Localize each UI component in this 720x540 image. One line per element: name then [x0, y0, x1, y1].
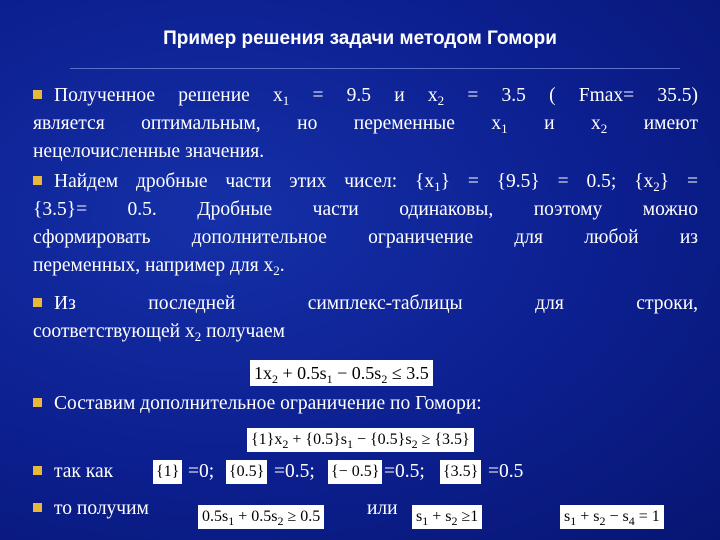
formula-part: − s	[605, 508, 629, 525]
subscript: 2	[381, 372, 388, 386]
subscript: 2	[273, 263, 280, 278]
text-segment: Полученное решение x	[54, 85, 283, 106]
text-segment: = 3.5 ( Fmax= 35.5)	[444, 85, 698, 106]
formula-part: + s	[428, 508, 452, 525]
slide-title: Пример решения задачи методом Гомори	[163, 28, 557, 49]
formula-part: ≥ {3.5}	[417, 431, 470, 448]
formula-part: {1}x	[251, 431, 283, 448]
text-segment: получаем	[201, 321, 285, 342]
bullet-icon	[33, 176, 42, 185]
formula-cut-result	[198, 505, 324, 529]
text-segment: то получим	[54, 498, 149, 519]
formula-equality-constraint	[560, 505, 664, 529]
subscript: 2	[600, 121, 608, 136]
text-segment: .	[279, 255, 285, 276]
text-segment: соответствующей x	[33, 321, 195, 342]
formula-frac-2: {0.5}	[226, 460, 267, 484]
subscript: 2	[194, 329, 202, 344]
subscript: 2	[451, 514, 458, 528]
formula-part: ≥ 0.5	[283, 508, 321, 525]
formula-part: + {0.5}s	[288, 431, 347, 448]
text-segment: Составим дополнительное ограничение по Гомори:	[54, 393, 482, 414]
text-equals: =0;	[188, 461, 215, 482]
subscript: 2	[653, 179, 660, 194]
paragraph-since	[33, 460, 113, 484]
formula-part: + 0.5s	[234, 508, 278, 525]
bullet-icon	[33, 503, 42, 512]
paragraph-line	[33, 110, 698, 138]
subscript: 1	[422, 514, 429, 528]
formula-part: + s	[576, 508, 600, 525]
subscript: 4	[628, 514, 635, 528]
subscript: 1	[326, 372, 333, 386]
formula-sum-constraint	[412, 505, 482, 529]
formula-part: s	[416, 508, 423, 525]
subscript: 1	[501, 121, 508, 136]
formula-part: 1x	[254, 363, 272, 383]
formula-part: s	[564, 508, 571, 525]
subscript: 2	[599, 514, 606, 528]
text-segment: так как	[54, 461, 114, 482]
formula-simplex-row	[250, 360, 433, 386]
text-segment: = 9.5 и x	[289, 85, 438, 106]
formula-gomory-cut	[247, 428, 474, 452]
text-segment: Найдем дробные части этих чисел: {x	[54, 171, 435, 192]
paragraph-line: нецелочисленные значения.	[33, 141, 265, 162]
text-equals: =0.5	[488, 461, 524, 482]
subscript: 1	[346, 437, 353, 451]
formula-part: + 0.5s	[278, 363, 327, 383]
text-segment: является оптимальным, но переменные x	[33, 113, 502, 134]
paragraph-line: сформировать дополнительное ограничение для любой из	[33, 227, 698, 248]
text-segment: } =	[659, 171, 698, 192]
text-segment: } = {9.5} = 0.5; {x	[440, 171, 654, 192]
paragraph-line	[33, 168, 698, 196]
subscript: 2	[272, 372, 278, 386]
paragraph-line	[33, 318, 698, 346]
subscript: 2	[437, 93, 445, 108]
paragraph-line	[33, 82, 698, 110]
text-segment: и x	[507, 113, 601, 134]
paragraph-line	[33, 252, 698, 280]
bullet-icon	[33, 298, 42, 307]
paragraph-solution	[33, 82, 698, 166]
text-equals: =0.5;	[384, 461, 425, 482]
formula-frac-1: {1}	[153, 460, 182, 484]
bullet-icon	[33, 398, 42, 407]
paragraph-gomory	[33, 392, 482, 416]
text-equals: =0.5;	[274, 461, 315, 482]
subscript: 2	[282, 437, 289, 451]
paragraph-result	[33, 497, 149, 521]
formula-part: − 0.5s	[332, 363, 382, 383]
formula-frac-4: {3.5}	[440, 460, 481, 484]
formula-part: 0.5s	[202, 508, 229, 525]
subscript: 1	[434, 179, 441, 194]
subscript: 2	[277, 514, 284, 528]
subscript: 1	[282, 93, 290, 108]
formula-part: − {0.5}s	[352, 431, 412, 448]
subscript: 1	[228, 514, 235, 528]
subscript: 2	[411, 437, 418, 451]
subscript: 1	[570, 514, 577, 528]
text-segment: Из последней симплекс-таблицы для строки,	[54, 293, 698, 314]
text-segment: переменных, например для x	[33, 255, 274, 276]
paragraph-simplex-row	[33, 290, 698, 346]
text-or: или	[367, 498, 398, 519]
text-segment: имеют	[607, 113, 698, 134]
paragraph-line	[33, 290, 698, 318]
formula-part: ≤ 3.5	[387, 363, 429, 383]
paragraph-line: {3.5}= 0.5. Дробные части одинаковы, поэтому можно	[33, 199, 698, 220]
paragraph-fractional-parts	[33, 168, 698, 280]
formula-part: = 1	[634, 508, 660, 525]
bullet-icon	[33, 466, 42, 475]
formula-part: ≥1	[457, 508, 479, 525]
title-divider	[70, 68, 680, 69]
bullet-icon	[33, 90, 42, 99]
formula-frac-3: {− 0.5}	[328, 460, 382, 484]
